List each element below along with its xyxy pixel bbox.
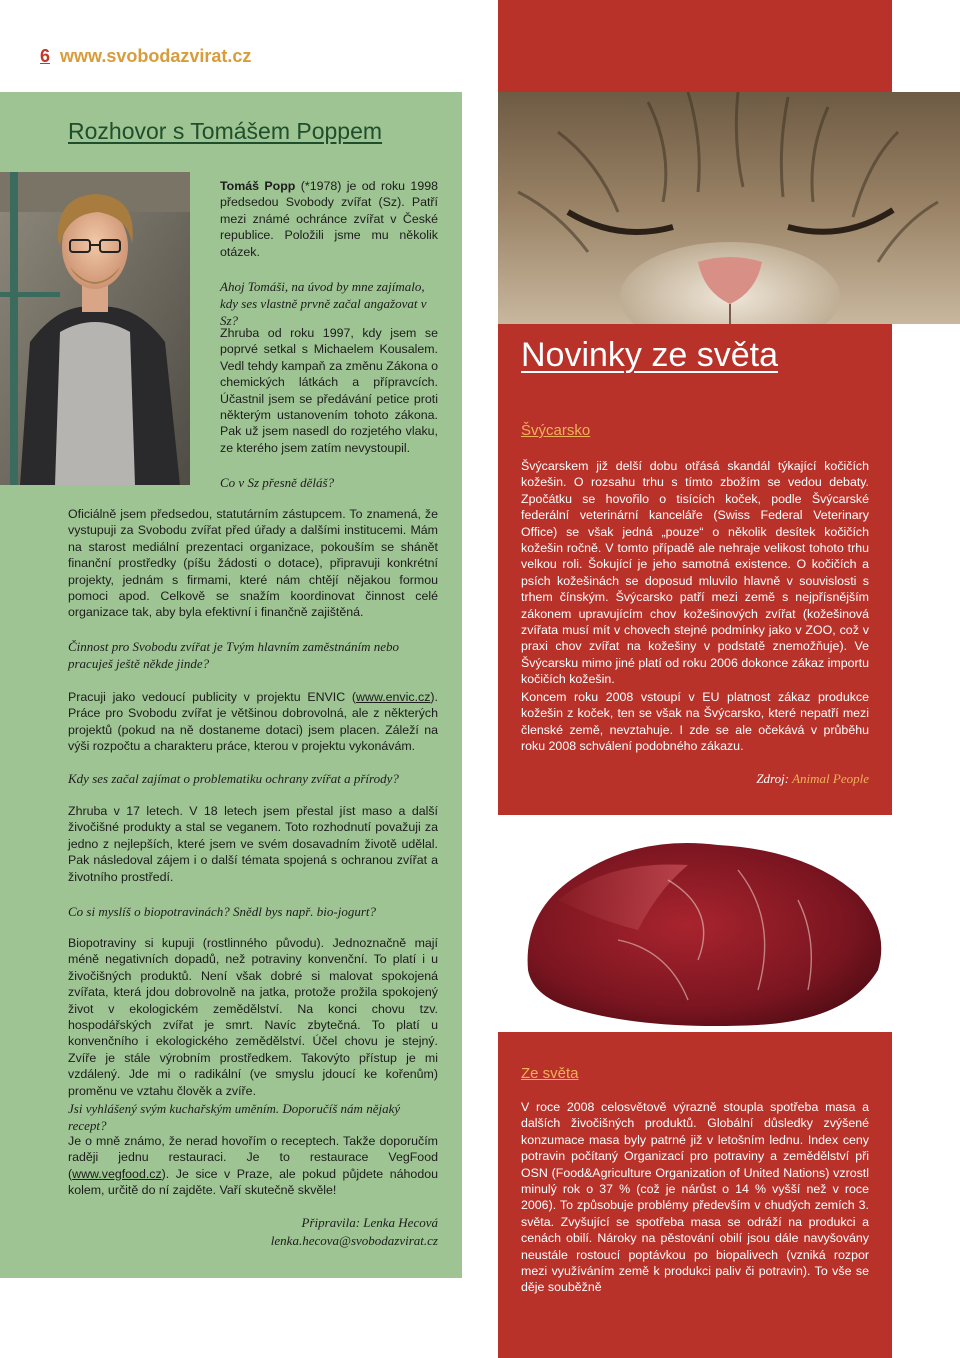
question-2: Co v Sz přesně děláš?	[220, 475, 335, 490]
author-credit: Připravila: Lenka Hecová	[301, 1215, 438, 1230]
source-label: Zdroj:	[756, 771, 790, 786]
interview-title: Rozhovor s Tomášem Poppem	[68, 118, 383, 144]
answer-5: Biopotraviny si kupuji (rostlinného původu). Jednoznačně mají méně negativních dopadů, než potraviny konvenční. To platí i u živočišných produktů. Není však dobré si malovat spokojená zvířata, která jdou dobrovolně na jatka, protože prožila spokojený život v ekologickém zemědělství. Na konci chovu tzv. hospodářských zvířat je smrt. Navíc zbytečná. To platí u konvenčního i ekologického zemědělství. Účel chovu je stejný. Zvíře je stále výrobním prostředkem. Takovýto přístup je mi vzdálený. Jde mi o radikální (ve smyslu jdoucí ke kořenům) proměnu ve vztahu člověk a zvíře.	[68, 936, 438, 1098]
switzerland-paragraph-2: Koncem roku 2008 vstoupí v EU platnost zákaz produkce kožešin z koček, ten se však na Švýcarsko, které nepatří mezi členské země, nevztahuje. I zde se ale očekává v průběhu roku 2008 schválení podobného zákazu.	[521, 690, 869, 754]
source-name: Animal People	[792, 771, 869, 786]
intro-text: (*1978) je od roku 1998 předsedou Svobody zvířat (Sz). Patří mezi známé ochránce zvířat v České republice. Položili jsme mu několik otázek.	[220, 179, 438, 259]
author-email[interactable]: lenka.hecova@svobodazvirat.cz	[270, 1233, 438, 1248]
portrait-photo	[0, 172, 190, 485]
world-paragraph: V roce 2008 celosvětově výrazně stoupla spotřeba masa a dalších živočišných produktů. Globální důsledky zvýšené konzumace masa byly patrné již v letošním lednu. Index ceny potravin počítaný Organizací pro potraviny a zemědělství při OSN (Food&Agriculture Organization of United Nations) vzrostl minulý rok o 37 % (což je nárůst o 14 % vyšší než v roce 2006). To způsobuje problémy především v chudých zemích 3. světa. Zvyšující se spotřeba masa se odráží na produkci a cenách obilí. Nároky na pěstování obilí jsou dále navyšovány neustále rostoucí poptávkou po biopalivech (vzniká rozpor mezi využíváním země k produkci paliv či potravin). To vše se děje souběžně	[521, 1100, 869, 1295]
section-title-world: Ze světa	[521, 1065, 579, 1082]
vegfood-link[interactable]: www.vegfood.cz	[72, 1166, 162, 1181]
meat-photo	[518, 820, 890, 1032]
answer-6-text-a: Je o mně známo, že nerad hovořím o receptech. Takže doporučím raději jednu restauraci. Je to restaurace VegFood (	[68, 1134, 438, 1181]
cat-photo	[498, 92, 960, 324]
answer-4: Zhruba v 17 letech. V 18 letech jsem přestal jíst maso a další živočišné produkty a stal se veganem. Toto rozhodnutí považuji za jedno z nejlepších, které jsem ve svém dosavadním životě udělal. Pak následoval zájem i o další témata spojená s ochranou zvířat a životního prostředí.	[68, 804, 438, 884]
top-red-strip	[498, 0, 892, 92]
intro-name: Tomáš Popp	[220, 179, 296, 193]
question-3: Činnost pro Svobodu zvířat je Tvým hlavním zaměstnáním nebo pracuješ ještě někde jinde?	[68, 639, 399, 671]
answer-1: Zhruba od roku 1997, kdy jsem se poprvé setkal s Michaelem Kousalem. Vedl tehdy kampaň za změnu Zákona o chemických látkách a přípravcích. Účastnil jsem se předávání petice proti některým ustanovením tohoto zákona. Pak už jsem nasedl do rozjetého vlaku, ze kterého jsem zatím nevystoupil.	[220, 326, 438, 455]
page-number: 6	[40, 46, 51, 66]
envic-link[interactable]: www.envic.cz	[356, 690, 431, 704]
section-title-switzerland: Švýcarsko	[521, 422, 591, 439]
source-line	[660, 771, 869, 787]
page-header	[40, 46, 251, 67]
intro-paragraph	[220, 178, 438, 260]
answer-3-text-a: Pracuji jako vedoucí publicity v projektu ENVIC (	[68, 690, 357, 704]
answer-3	[68, 689, 438, 755]
answer-6	[68, 1133, 438, 1199]
answer-6-text-b: ). Je sice v Praze, ale pokud půjdete náhodou kolem, určitě do ní zajděte. Vaří skutečně skvěle!	[68, 1166, 438, 1198]
question-6: Jsi vyhlášený svým kuchařským uměním. Doporučíš nám nějaký recept?	[68, 1101, 401, 1133]
switzerland-paragraph-1: Švýcarskem již delší dobu otřásá skandál týkající kočičích kožešin. O rozsahu trhu s tímto zbožím se vedou debaty. Zpočátku se hovořilo o tisících koček, podle Švýcarské federální veterinární kanceláře (Swiss Federal Veterinary Office) se však jedná „pouze“ o několik desítek kočičích kožešin ročně. V tomto případě ale nehraje velikost tohoto trhu velkou roli. Šokující je jeho samotná existence. O kočičích a psích kožešinách se doposud mluvilo hlavně v souvislosti s trhem čínským. Švýcarsko patří mezi země s nejpřísnějším zákonem upravujícím chov kožešinových zvířat (kožešinová zvířata musí mít v chovech stejné podmínky jako v ZOO, což v praxi chov zvířat na kožešiny v podstatě znemožňuje). Ve Švýcarsku mimo jiné platí od roku 2006 dokonce zákaz importu kočičích kožešin.	[521, 459, 869, 687]
answer-3-text-b: ). Práce pro Svobodu zvířat je většinou dobrovolná, ale z některých projektů (pokud na ně dostaneme dotaci) jsem placen. Záleží na výši rozpočtu a charakteru práce, kterou v projektu vykonávám.	[68, 690, 438, 754]
site-url[interactable]: www.svobodazvirat.cz	[60, 46, 252, 66]
question-1: Ahoj Tomáši, na úvod by mne zajímalo, kdy ses vlastně prvně začal angažovat v Sz?	[220, 279, 427, 328]
question-4: Kdy ses začal zajímat o problematiku ochrany zvířat a přírody?	[68, 771, 399, 786]
question-5: Co si myslíš o biopotravinách? Snědl bys např. bio-jogurt?	[68, 904, 377, 919]
news-title: Novinky ze světa	[521, 336, 778, 374]
answer-2: Oficiálně jsem předsedou, statutárním zástupcem. To znamená, že vystupuji za Svobodu zvířat před úřady a dalšími institucemi. Mám na starost mediální prezentaci organizace, pokouším se shánět finanční prostředky (píšu žádosti o dotace), připravuji konkrétní projekty, jednám s firmami, které nám chtějí nějakou formou pomoci apod. Celkově se snažím koordinovat činnost celé organizace tak, aby byla efektivní i finančně zajištěná.	[68, 507, 438, 620]
